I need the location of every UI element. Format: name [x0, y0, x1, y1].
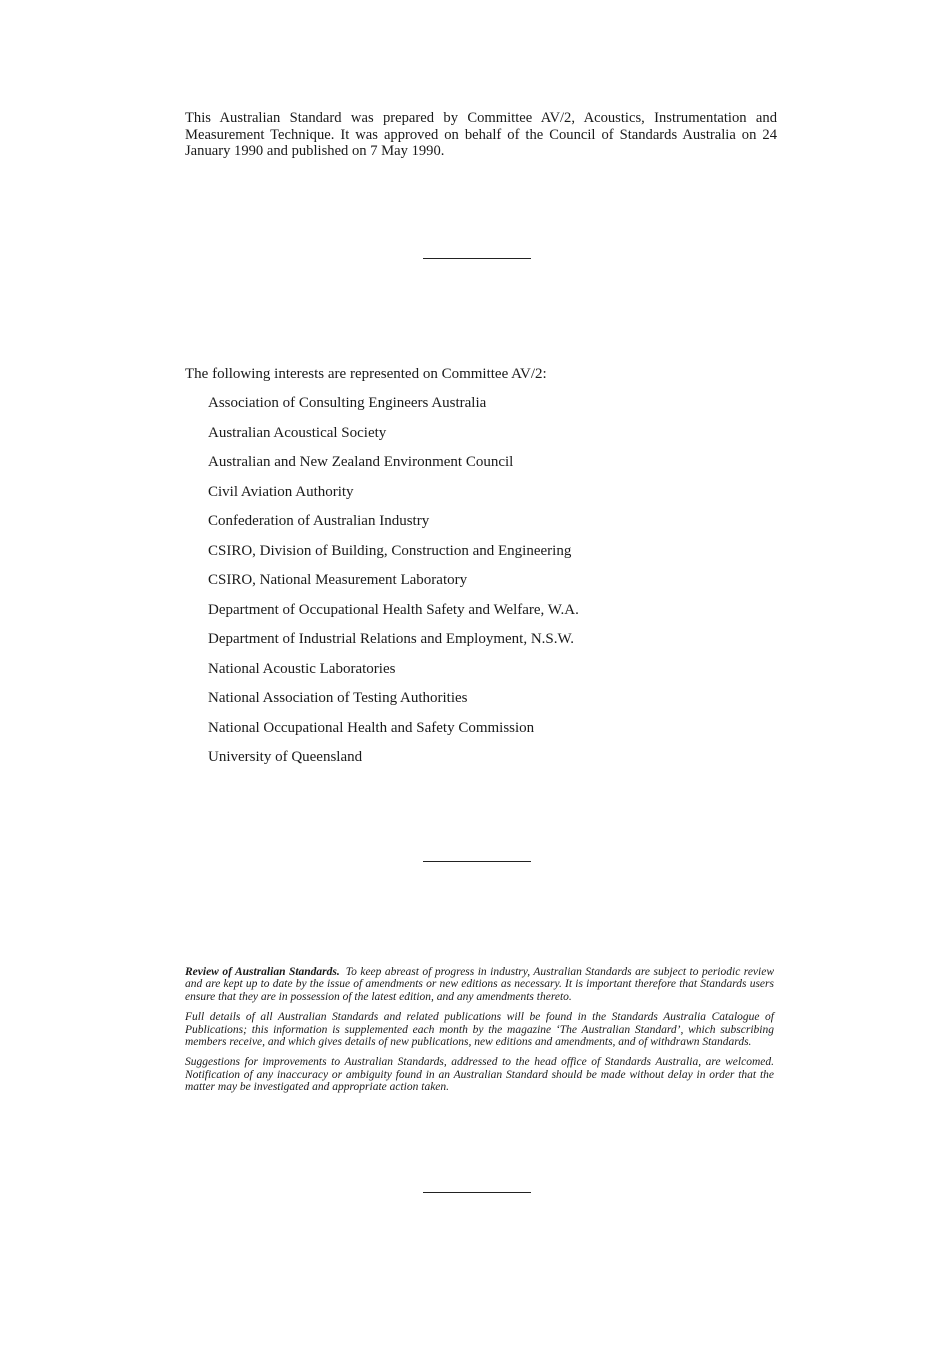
review-note-text: To keep abreast of progress in industry, Australian Standards are subject to periodic review and are kept up to date by the issue of amendments or new editions as necessary. It is important therefore that Standards users ensure that they are in possession of the latest edition, and any amendments thereto. [185, 966, 775, 1003]
review-note [185, 966, 774, 1003]
organisation-item: National Association of Testing Authorities [208, 690, 468, 706]
review-note-title: Review of Australian Standards. [185, 966, 340, 978]
organisation-item: National Occupational Health and Safety Commission [208, 720, 535, 736]
organisation-item: CSIRO, Division of Building, Construction and Engineering [208, 543, 572, 559]
suggestions-note: Suggestions for improvements to Australian Standards, addressed to the head office of Standards Australia, are welcomed. Notification of any inaccuracy or ambiguity found in an Australian Standard should be made without delay in order that the matter may be investigated and appropriate action taken. [185, 1056, 774, 1094]
standards-notes [185, 966, 774, 1102]
interests-heading: The following interests are represented on Committee AV/2: [185, 366, 547, 382]
organisation-item: Australian and New Zealand Environment Council [208, 454, 514, 470]
committee-interests-section [185, 364, 785, 765]
preparation-statement: This Australian Standard was prepared by Committee AV/2, Acoustics, Instrumentation and Measurement Technique. It was approved on behalf of the Council of Standards Australia on 24 January 1990 and published on 7 May 1990. [185, 110, 777, 159]
organisation-item: National Acoustic Laboratories [208, 661, 396, 677]
divider-rule [423, 258, 531, 259]
organisation-item: Department of Occupational Health Safety and Welfare, W.A. [208, 602, 579, 618]
catalogue-note: Full details of all Australian Standards and related publications will be found in the Standards Australia Catalogue of Publications; this information is supplemented each month by the magazine ‘The Australian Standard’, which subscribing members receive, and which gives details of new publications, new editions and amendments, and of withdrawn Standards. [185, 1011, 774, 1049]
organisation-item: Confederation of Australian Industry [208, 513, 430, 529]
organisation-item: University of Queensland [208, 749, 363, 765]
divider-rule [423, 861, 531, 862]
divider-rule [423, 1192, 531, 1193]
organisation-item: Australian Acoustical Society [208, 425, 387, 441]
organisation-item: Civil Aviation Authority [208, 484, 354, 500]
organisation-item: CSIRO, National Measurement Laboratory [208, 572, 468, 588]
organisation-item: Association of Consulting Engineers Australia [208, 395, 487, 411]
organisation-item: Department of Industrial Relations and Employment, N.S.W. [208, 631, 575, 647]
